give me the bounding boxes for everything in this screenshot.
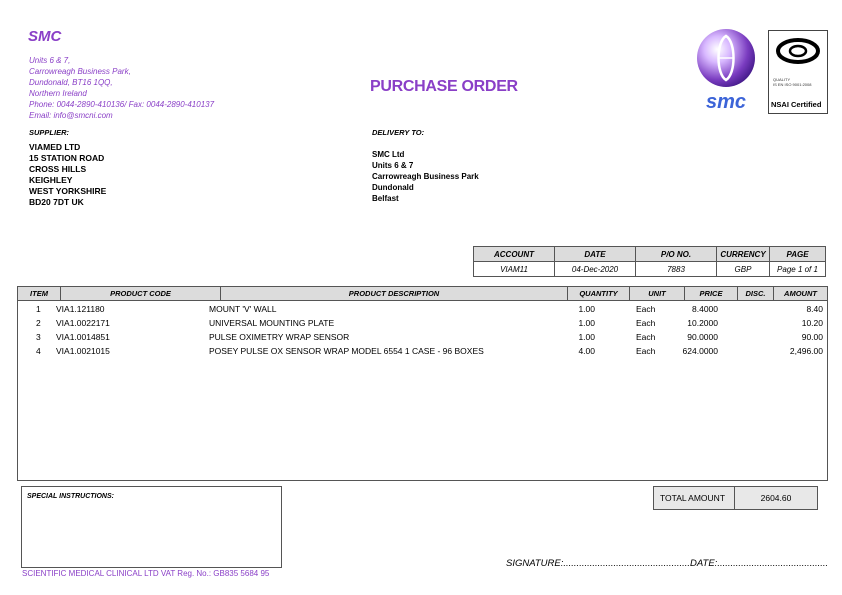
document-title: PURCHASE ORDER [370, 78, 518, 95]
price: 10.2000 [687, 318, 718, 328]
total-amount-label: TOTAL AMOUNT [654, 487, 735, 510]
unit: Each [636, 332, 656, 342]
items-table [17, 286, 828, 481]
header-account: ACCOUNT [474, 247, 555, 262]
header-page: PAGE [770, 247, 826, 262]
price: 90.0000 [687, 332, 718, 342]
item-number: 1 [36, 304, 41, 314]
nsai-certification-badge [768, 30, 828, 114]
supplier-line: BD20 7DT UK [29, 197, 84, 207]
supplier-line: 15 STATION ROAD [29, 153, 105, 163]
unit: Each [636, 318, 656, 328]
table-row [18, 316, 827, 330]
header-date: DATE [555, 247, 636, 262]
quantity: 1.00 [578, 304, 595, 314]
product-description: POSEY PULSE OX SENSOR WRAP MODEL 6554 1 CASE - 96 BOXES [209, 346, 484, 356]
header-po-no: P/O NO. [636, 247, 717, 262]
delivery-address [372, 149, 479, 204]
product-description: PULSE OXIMETRY WRAP SENSOR [209, 332, 350, 342]
delivery-label: DELIVERY TO: [372, 128, 425, 137]
quantity: 1.00 [578, 332, 595, 342]
quantity: 1.00 [578, 318, 595, 328]
po-number-value: 7883 [636, 262, 717, 277]
total-amount-box [653, 486, 818, 510]
logo-text: smc [705, 91, 747, 113]
special-instructions-box [21, 486, 282, 568]
product-code: VIA1.0014851 [56, 332, 110, 342]
header-currency: CURRENCY [717, 247, 770, 262]
table-row [18, 330, 827, 344]
cert-label: NSAI Certified [771, 100, 822, 109]
product-code: VIA1.121180 [56, 304, 105, 314]
address-phone: Phone: 0044-2890-410136/ Fax: 0044-2890-410137 [29, 100, 215, 109]
total-amount-value: 2604.60 [735, 487, 818, 510]
price: 624.0000 [682, 346, 718, 356]
col-item: ITEM [18, 287, 61, 301]
supplier-label: SUPPLIER: [29, 128, 70, 137]
unit: Each [636, 346, 656, 356]
quantity: 4.00 [578, 346, 595, 356]
vat-registration: SCIENTIFIC MEDICAL CLINICAL LTD VAT Reg. No.: GB835 5684 95 [22, 569, 270, 578]
date-value: 04-Dec-2020 [555, 262, 636, 277]
delivery-line: Belfast [372, 194, 399, 203]
col-price: PRICE [685, 287, 738, 301]
delivery-line: Units 6 & 7 [372, 161, 414, 170]
account-value: VIAM11 [474, 262, 555, 277]
amount: 2,496.00 [789, 346, 823, 356]
col-product-code: PRODUCT CODE [61, 287, 221, 301]
product-code: VIA1.0022171 [56, 318, 110, 328]
price: 8.4000 [692, 304, 718, 314]
special-instructions-label: SPECIAL INSTRUCTIONS: [27, 493, 114, 500]
order-info-table [473, 246, 826, 277]
address-line: Carrowreagh Business Park, [29, 67, 131, 76]
supplier-address [29, 142, 106, 208]
amount: 8.40 [806, 304, 823, 314]
col-amount: AMOUNT [774, 287, 827, 301]
table-row [18, 302, 827, 316]
amount: 10.20 [801, 318, 823, 328]
page-value: Page 1 of 1 [770, 262, 826, 277]
col-product-description: PRODUCT DESCRIPTION [221, 287, 568, 301]
supplier-line: KEIGHLEY [29, 175, 73, 185]
delivery-line: SMC Ltd [372, 150, 405, 159]
signature-date-line: SIGNATURE:................................................DATE:.......................................... [506, 558, 829, 569]
supplier-line: CROSS HILLS [29, 164, 87, 174]
col-quantity: QUANTITY [568, 287, 630, 301]
product-description: UNIVERSAL MOUNTING PLATE [209, 318, 335, 328]
address-email: Email: info@smcni.com [29, 111, 113, 120]
address-line: Northern Ireland [29, 89, 87, 98]
currency-value: GBP [717, 262, 770, 277]
supplier-line: WEST YORKSHIRE [29, 186, 107, 196]
item-number: 2 [36, 318, 41, 328]
item-number: 4 [36, 346, 41, 356]
item-number: 3 [36, 332, 41, 342]
smc-logo [694, 28, 758, 118]
col-disc: DISC. [738, 287, 774, 301]
company-name: SMC [28, 28, 62, 45]
amount: 90.00 [801, 332, 823, 342]
delivery-line: Dundonald [372, 183, 414, 192]
supplier-line: VIAMED LTD [29, 142, 81, 152]
product-description: MOUNT 'V' WALL [209, 304, 277, 314]
address-line: Units 6 & 7, [29, 56, 71, 65]
address-line: Dundonald, BT16 1QQ, [29, 78, 113, 87]
col-unit: UNIT [630, 287, 685, 301]
delivery-line: Carrowreagh Business Park [372, 172, 479, 181]
table-row [18, 344, 827, 358]
cert-quality-text: QUALITY IS EN ISO 9001:2008 [773, 77, 812, 87]
certification-mark-icon [769, 31, 827, 75]
unit: Each [636, 304, 656, 314]
company-address [29, 55, 214, 121]
product-code: VIA1.0021015 [56, 346, 110, 356]
